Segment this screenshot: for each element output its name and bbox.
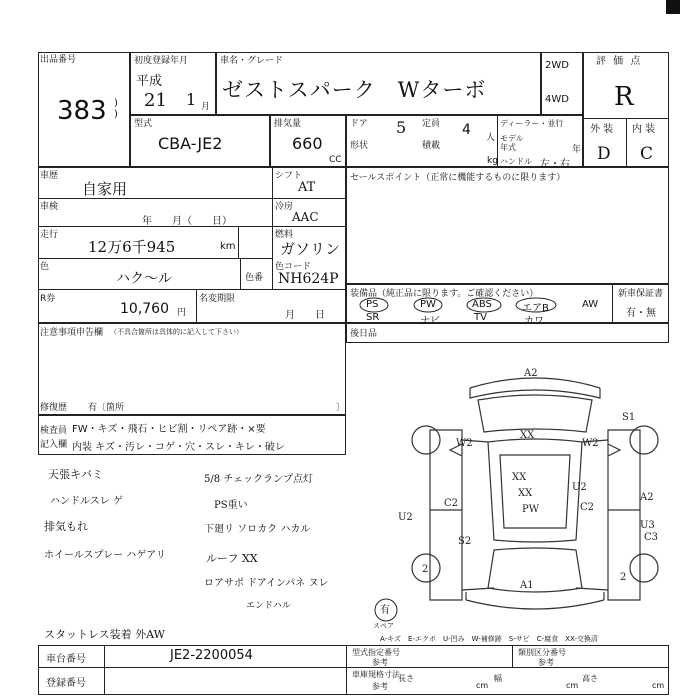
mark-a2-front: A2 [524, 368, 538, 379]
fuel-label: 燃料 [275, 230, 294, 240]
equipment-label: 装備品（純正品に限ります。ご確認ください） [350, 289, 539, 299]
details-line-3 [38, 258, 272, 259]
exterior-grade: D [597, 144, 611, 164]
car-diagram [400, 360, 670, 630]
dim-ref: 参考 [372, 682, 388, 691]
drive-4wd: 4WD [545, 94, 569, 105]
inspector-line-2: 内装 キズ・汚レ・コゲ・穴・スレ・キレ・破レ [72, 442, 285, 453]
mileage-divider [238, 226, 239, 258]
equipment-circles [346, 294, 606, 324]
dim-label: 車庫規格寸法 [352, 670, 400, 679]
color-value: ハク〜ル [116, 271, 172, 287]
details-line-4 [38, 289, 346, 290]
ac-label: 冷房 [275, 202, 294, 212]
displacement-value: 660 [292, 134, 323, 153]
trunk [488, 548, 582, 592]
doors-value: 5 [396, 118, 407, 137]
note-7: 下廻リ ソロカク ハカル [204, 524, 311, 535]
car-name: ゼストスパーク Wターボ [222, 78, 487, 102]
footer-right-divider [512, 645, 513, 667]
mark-w2-left: W2 [456, 438, 473, 449]
repair-value: 有〔箇所 [88, 403, 125, 413]
warranty-value: 有・無 [626, 308, 656, 319]
mileage-label: 走行 [40, 230, 59, 240]
year-unit: 年 [572, 145, 582, 155]
note-4: ホイールスプレー ハゲアリ [44, 550, 166, 561]
abs-circle [467, 298, 501, 312]
notes-sub: （不具合箇所は具体的に記入して下さい） [110, 328, 243, 336]
mark-xx-door: XX [512, 472, 527, 483]
chassis-number: JE2-2200054 [170, 648, 253, 663]
note-8: ルーフ XX [206, 552, 258, 565]
displacement-unit: CC [329, 155, 342, 165]
details-vdivider [272, 167, 273, 289]
legend: A-キズ E-エクボ U-凹み W-補修跡 S-サビ C-腐食 XX-交換済 [380, 635, 598, 643]
inspection-label: 車検 [40, 202, 59, 212]
length-label: 長さ [398, 674, 414, 683]
note-9: ロアサポ ドアインパネ ヌレ [204, 578, 329, 589]
equip-tv: TV [474, 312, 487, 323]
details-line-2 [38, 226, 272, 227]
first-reg-label: 初度登録年月 [134, 56, 189, 66]
note-1: 天張キバミ [48, 468, 103, 481]
color-code-value: NH624P [278, 271, 339, 287]
sales-point-box [346, 167, 669, 284]
reg-label: 登録番号 [46, 678, 86, 689]
lot-label: 出品番号 [40, 55, 77, 65]
footer-right-mid [346, 667, 669, 668]
exterior-label: 外 装 [590, 124, 614, 135]
equip-leather: カワ [524, 316, 544, 327]
cat-ref: 参考 [538, 658, 554, 667]
front-bumper [470, 378, 600, 388]
color-divider [240, 258, 241, 289]
wheel-fr [630, 426, 658, 454]
drive-2wd: 2WD [545, 60, 569, 71]
pw-circle [414, 298, 442, 312]
ps-circle [360, 298, 388, 312]
equip-sr: SR [366, 312, 380, 323]
mark-u3: U3 [640, 520, 655, 531]
history-value: 自家用 [82, 180, 128, 198]
mark-s1: S1 [622, 412, 636, 423]
handle-label: ハンドル [500, 157, 532, 166]
equip-ps: PS [366, 299, 379, 310]
equip-airbag: エアB [522, 303, 549, 314]
r-label: R券 [40, 294, 56, 304]
note-5: 5/8 チェックランプ点灯 [204, 474, 313, 485]
color-code-label: 色コード [275, 262, 312, 272]
after-label: 後日品 [350, 329, 378, 339]
height-label: 高さ [582, 674, 598, 683]
model-label: 型式 [134, 119, 153, 129]
fuel-value: ガソリン [280, 240, 341, 258]
notes-label: 注意事項申告欄 [40, 328, 104, 338]
rating-label: 評 価 点 [596, 56, 643, 67]
mark-2-right: 2 [620, 572, 627, 583]
airbag-circle [516, 298, 556, 312]
mark-pw: PW [522, 504, 540, 515]
mark-w2-right: W2 [582, 438, 599, 449]
repair-label: 修復歴 [40, 403, 68, 413]
inspector-label-1: 検査員 [40, 426, 68, 436]
repair-end: 〕 [336, 403, 346, 413]
after-box [346, 323, 669, 343]
equip-pw: PW [420, 299, 436, 310]
name-change-value: 月 日 [285, 310, 325, 321]
equip-navi: ナビ [420, 316, 440, 327]
spare-value: 有 [380, 605, 390, 616]
wheel-fl [412, 426, 440, 454]
reg-month-unit: 月 [201, 102, 211, 112]
mark-u2-left: U2 [398, 512, 413, 523]
handle-value: 左・右 [540, 159, 570, 170]
length-unit: cm [476, 681, 489, 690]
note-3: 排気もれ [44, 520, 88, 533]
mark-a1: A1 [520, 580, 534, 591]
r-value: 10,760 [120, 301, 169, 317]
details-line-1 [38, 198, 272, 199]
corner-mark [666, 0, 680, 14]
width-unit: cm [566, 681, 579, 690]
dealer-label: ディーラー・並行 [500, 119, 564, 128]
mileage-value: 12万6千945 [88, 238, 176, 256]
mark-2-left: 2 [422, 564, 429, 575]
equipment-divider [612, 284, 613, 323]
equip-abs: ABS [472, 299, 492, 310]
car-name-label: 車名・グレード [220, 56, 284, 66]
capacity-unit: 人 [486, 133, 496, 143]
rear-bumper [466, 600, 604, 609]
mark-u2-right: U2 [572, 482, 587, 493]
footer-label-divider [104, 645, 105, 695]
lot-mark: ) ) [114, 98, 118, 120]
interior-grade: C [640, 144, 654, 164]
capacity-label: 定員 [422, 119, 441, 129]
displacement-label: 排気量 [274, 119, 302, 129]
spec-ref: 参考 [372, 658, 388, 667]
cat-label: 類別区分番号 [518, 648, 566, 657]
model-year-label: モデル年式 [500, 134, 524, 152]
height-unit: cm [652, 681, 665, 690]
doors-label: ドア [350, 119, 368, 129]
r-unit: 円 [177, 308, 187, 318]
chassis-label: 車台番号 [46, 654, 86, 665]
rating-vdivider [626, 118, 627, 167]
era: 平成 [136, 74, 163, 89]
model-code: CBA-JE2 [158, 134, 223, 153]
note-10: エンドハル [246, 601, 291, 611]
rating-value: R [614, 82, 634, 112]
mark-s2: S2 [458, 536, 472, 547]
color-no-label: 色番 [245, 273, 264, 283]
note-11: スタットレス装着 外AW [44, 628, 165, 641]
mileage-unit: km [220, 241, 236, 252]
shape-label: 形状 [350, 141, 369, 151]
capacity-value: 4 [462, 122, 471, 138]
shift-value: AT [298, 180, 316, 195]
wheel-rr [630, 554, 658, 582]
spare-label: スペア [373, 622, 394, 630]
name-change-label: 名変期限 [199, 294, 236, 304]
note-2: ハンドルスレ ゲ [50, 496, 123, 507]
footer-divider [346, 645, 347, 695]
shift-label: シフト [275, 171, 303, 181]
inspector-label-2: 記入欄 [40, 440, 68, 450]
interior-label: 内 装 [632, 124, 656, 135]
left-side [430, 430, 462, 600]
r-divider [196, 289, 197, 323]
note-6: PS重い [214, 500, 248, 511]
inspector-line-1: FW・キズ・飛石・ヒビ割・リペア跡・×要 [72, 424, 266, 435]
color-label: 色 [40, 262, 50, 272]
history-label: 車歴 [40, 171, 59, 181]
sales-point-label: セールスポイント（正常に機能するものに限ります） [350, 173, 566, 183]
warranty-label: 新車保証書 [618, 289, 664, 299]
hood [478, 395, 592, 432]
spec-divider [497, 115, 498, 167]
reg-year: 21 [144, 90, 167, 111]
width-label: 幅 [494, 674, 502, 683]
mark-c3: C3 [644, 532, 659, 543]
load-label: 積載 [422, 141, 441, 151]
mark-xx-hood: XX [520, 430, 535, 441]
spec-label: 型式指定番号 [352, 648, 400, 657]
ac-value: AAC [292, 210, 319, 224]
reg-month: 1 [186, 90, 197, 109]
inspection-value: 年 月（ 日） [142, 216, 232, 227]
equip-aw: AW [582, 299, 599, 310]
mark-a2-right: A2 [640, 492, 654, 503]
footer-mid [38, 667, 346, 668]
mark-c2-right: C2 [580, 502, 595, 513]
mark-xx-roof: XX [518, 488, 533, 499]
lot-number: 383 [57, 96, 107, 126]
load-unit: kg [487, 156, 498, 166]
mark-c2-left: C2 [444, 498, 459, 509]
